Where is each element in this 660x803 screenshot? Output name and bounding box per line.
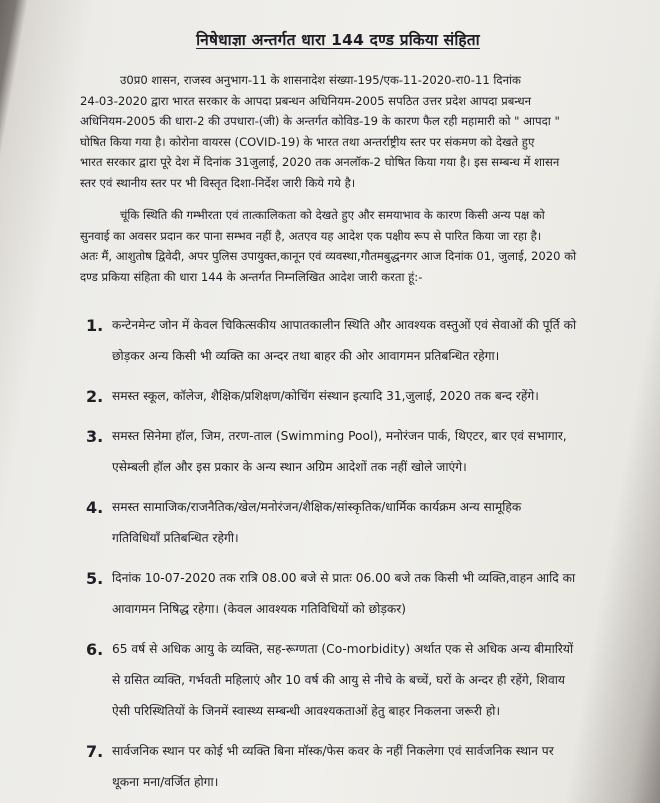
order-line: 65 वर्ष से अधिक आयु के व्यक्ति, सह-रूग्णता (Co-morbidity) अर्थात एक से अधिक अन्य बीमारियों [112,642,574,656]
order-text [112,634,573,727]
order-text [112,563,575,625]
document-page [22,0,632,803]
order-line: गतिविधियाँ प्रतिबन्धित रहेगी। [112,531,239,545]
order-line: आवागमन निषिद्ध रहेगा। (केवल आवश्यक गतिविधियों को छोड़कर) [112,602,406,616]
order-line: छोड़कर अन्य किसी भी व्यक्ति का अन्दर तथा बाहर की ओर आवागमन प्रतिबन्धित रहेगा। [112,349,500,363]
order-number: 5. [86,569,104,588]
order-line: समस्त स्कूल, कॉलेज, शैक्षिक/प्रशिक्षण/कोचिंग संस्थान इत्यादि 31,जुलाई, 2020 तक बन्द रहेंगे। [112,389,539,403]
paragraph-line: अतः मैं, आशुतोष द्विवेदी, अपर पुलिस उपायुक्त,कानून एवं व्यवस्था,गौतमबुद्धनगर आज दिनांक 01, जुलाई, 2020 को [80,249,577,263]
order-line: से ग्रसित व्यक्ति, गर्भवती महिलाएं और 10 वर्ष की आयु से नीचे के बच्चें, घरों के अन्दर ही रहेंगे, शिवाय [112,673,565,687]
order-item-1 [86,313,626,372]
order-item-6 [86,637,626,727]
document-title: निषेधाज्ञा अन्तर्गत धारा 144 दण्ड प्रकिया संहिता [196,31,480,49]
paragraph-line: अधिनियम-2005 की धारा-2 की उपधारा-(जी) के अन्तर्गत कोविड-19 के कारण फैल रही महामारी को " आपदा " [80,114,560,128]
orders-list [80,313,626,798]
order-number: 7. [86,742,104,761]
order-line: थूकना मना/वर्जित होगा। [112,775,219,789]
paragraph-line: उ0प्र0 शासन, राजस्व अनुभाग-11 के शासनादेश संख्या-195/एक-11-2020-रा0-11 दिनांक [120,73,521,87]
paragraph-line: घोषित किया गया है। कोरोना वायरस (COVID-19) के भारत तथा अन्तर्राष्ट्रीय स्तर पर संकमण को देखते हुए [80,134,535,149]
order-number: 1. [86,316,104,335]
order-number: 4. [86,498,104,517]
order-number: 6. [86,640,104,659]
order-text [112,736,554,798]
order-item-5 [86,566,626,625]
order-item-4 [86,495,626,554]
order-text [112,381,539,412]
paragraph-government-order [80,70,626,193]
order-number: 2. [86,387,104,406]
order-item-7 [86,739,626,798]
order-text [112,310,576,372]
order-text [112,492,521,554]
order-number: 3. [86,427,104,446]
paragraph-line: सुनवाई का अवसर प्रदान कर पाना सम्भव नहीं है, अतएव यह आदेश एक पक्षीय रूप से पारित किया जा रहा है। [80,228,542,243]
paragraph-line: दण्ड प्रकिया संहिता की धारा 144 के अन्तर्गत निम्नलिखित आदेश जारी करता हूं:- [80,269,423,284]
order-line: ऐसी परिस्थितियों के जिनमें स्वास्थ्य सम्बन्धी आवश्यकताओं हेतु बाहर निकलना जरूरी हो। [112,704,501,718]
paragraph-line: स्तर एवं स्थानीय स्तर पर भी विस्तृत दिशा-निर्देश जारी किये गये है। [80,175,356,190]
paragraph-line: 24-03-2020 द्वारा भारत सरकार के आपदा प्रबन्धन अधिनियम-2005 सपठित उत्तर प्रदेश आपदा प्रबन्धन [80,93,532,108]
order-text [112,421,567,483]
order-item-2 [86,384,626,412]
paragraph-line: भारत सरकार द्वारा पूरे देश में दिनांक 31जुलाई, 2020 तक अनलॉक-2 घोषित किया गया है। इस सम्बन्ध में शासन [80,155,560,169]
order-line: समस्त सामाजिक/राजनैतिक/खेल/मनोरंजन/शैक्षिक/सांस्कृतिक/धार्मिक कार्यक्रम अन्य सामूहिक [112,500,522,514]
order-line: एसेम्बली हॉल और इस प्रकार के अन्य स्थान अग्रिम आदेशों तक नहीं खोले जाएंगे। [112,460,467,474]
order-line: समस्त सिनेमा हॉल, जिम, तरण-ताल (Swimming Pool), मनोरंजन पार्क, थिएटर, बार एवं सभागार, [112,429,567,443]
paragraph-order-declaration [80,205,626,287]
order-line: सार्वजनिक स्थान पर कोई भी व्यक्ति बिना मॉस्क/फेस कवर के नहीं निकलेगा एवं सार्वजनिक स्थान पर [112,744,554,758]
paragraph-line: चूंकि स्थिति की गम्भीरता एवं तात्कालिकता को देखते हुए और समयाभाव के कारण किसी अन्य पक्ष को [120,208,545,222]
order-line: कन्टेनमेन्ट जोन में केवल चिकित्सकीय आपातकालीन स्थिति और आवश्यक वस्तुओं एवं सेवाओं की पूर्ति को [112,318,577,332]
order-line: दिनांक 10-07-2020 तक रात्रि 08.00 बजे से प्रातः 06.00 बजे तक किसी भी व्यक्ति,वाहन आदि का [112,571,576,585]
order-item-3 [86,424,626,483]
